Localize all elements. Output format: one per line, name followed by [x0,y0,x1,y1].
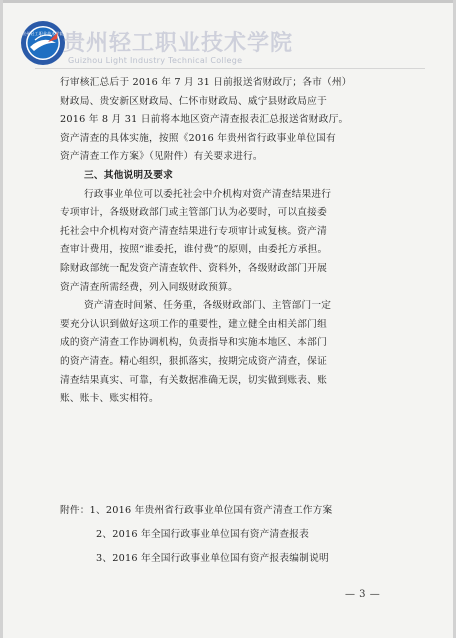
paragraph-line: 资产清查所需经费，列入同级财政预算。 [60,281,238,293]
school-name-english: Guizhou Light Industry Technical College [68,56,243,65]
page-edge-top [0,0,456,3]
attachments-list [60,499,400,571]
header-divider [35,68,425,69]
attachment-item: 2、2016 年全国行政事业单位国有资产清查报表 [96,529,310,540]
body-line: 2016 年 8 月 31 日前将本地区资产清查报表汇总报送省财政厅。 [60,114,349,126]
paragraph-line: 成的资产清查工作协调机构，负责指导和实施本地区、本部门 [60,337,327,349]
paragraph-line: 专项审计，各级财政部门或主管部门认为必要时，可以直接委 [60,207,327,219]
attachment-item: 3、2016 年全国行政事业单位国有资产报表编制说明 [96,553,329,564]
logo-text: 贵州轻工职业技术学院 [22,31,64,36]
document-body [60,74,396,409]
paragraph-line: 清查结果真实、可靠，有关数据准确无误，切实做到账表、账 [60,374,327,386]
paragraph-line: 的资产清查。精心组织，狠抓落实，按期完成资产清查，保证 [60,355,327,367]
paragraph-line: 资产清查时间紧、任务重，各级财政部门、主管部门一定 [84,300,332,312]
paragraph-line: 要充分认识到做好这项工作的重要性，建立健全由相关部门组 [60,318,327,330]
attachment-item: 附件：1、2016 年贵州省行政事业单位国有资产清查工作方案 [60,505,333,516]
paragraph-line: 托社会中介机构对资产清查结果进行专项审计或复核。资产清 [60,225,327,237]
paragraph-line: 账、账卡、账实相符。 [60,393,159,405]
paragraph-line: 行政事业单位可以委托社会中介机构对资产清查结果进行 [84,188,332,200]
body-line: 财政局、贵安新区财政局、仁怀市财政局、威宁县财政局应于 [60,95,327,107]
paragraph-line: 查审计费用，按照“谁委托，谁付费”的原则，由委托方承担。 [60,244,328,256]
body-line: 资产清查工作方案》（见附件）有关要求进行。 [60,151,263,163]
school-name-watermark: 贵州轻工职业技术学院 [63,30,294,56]
school-logo-icon [18,18,68,68]
section-heading: 三、其他说明及要求 [84,169,173,181]
body-line: 行审核汇总后于 2016 年 7 月 31 日前报送省财政厅；各市（州） [60,77,352,88]
letterhead [18,18,438,73]
page-number: — 3 — [345,589,381,600]
paragraph-line: 除财政部统一配发资产清查软件、资料外，各级财政部门开展 [60,262,327,274]
body-line: 资产清查的具体实施，按照《2016 年贵州省行政事业单位国有 [60,132,336,144]
page-edge-left [0,0,3,638]
